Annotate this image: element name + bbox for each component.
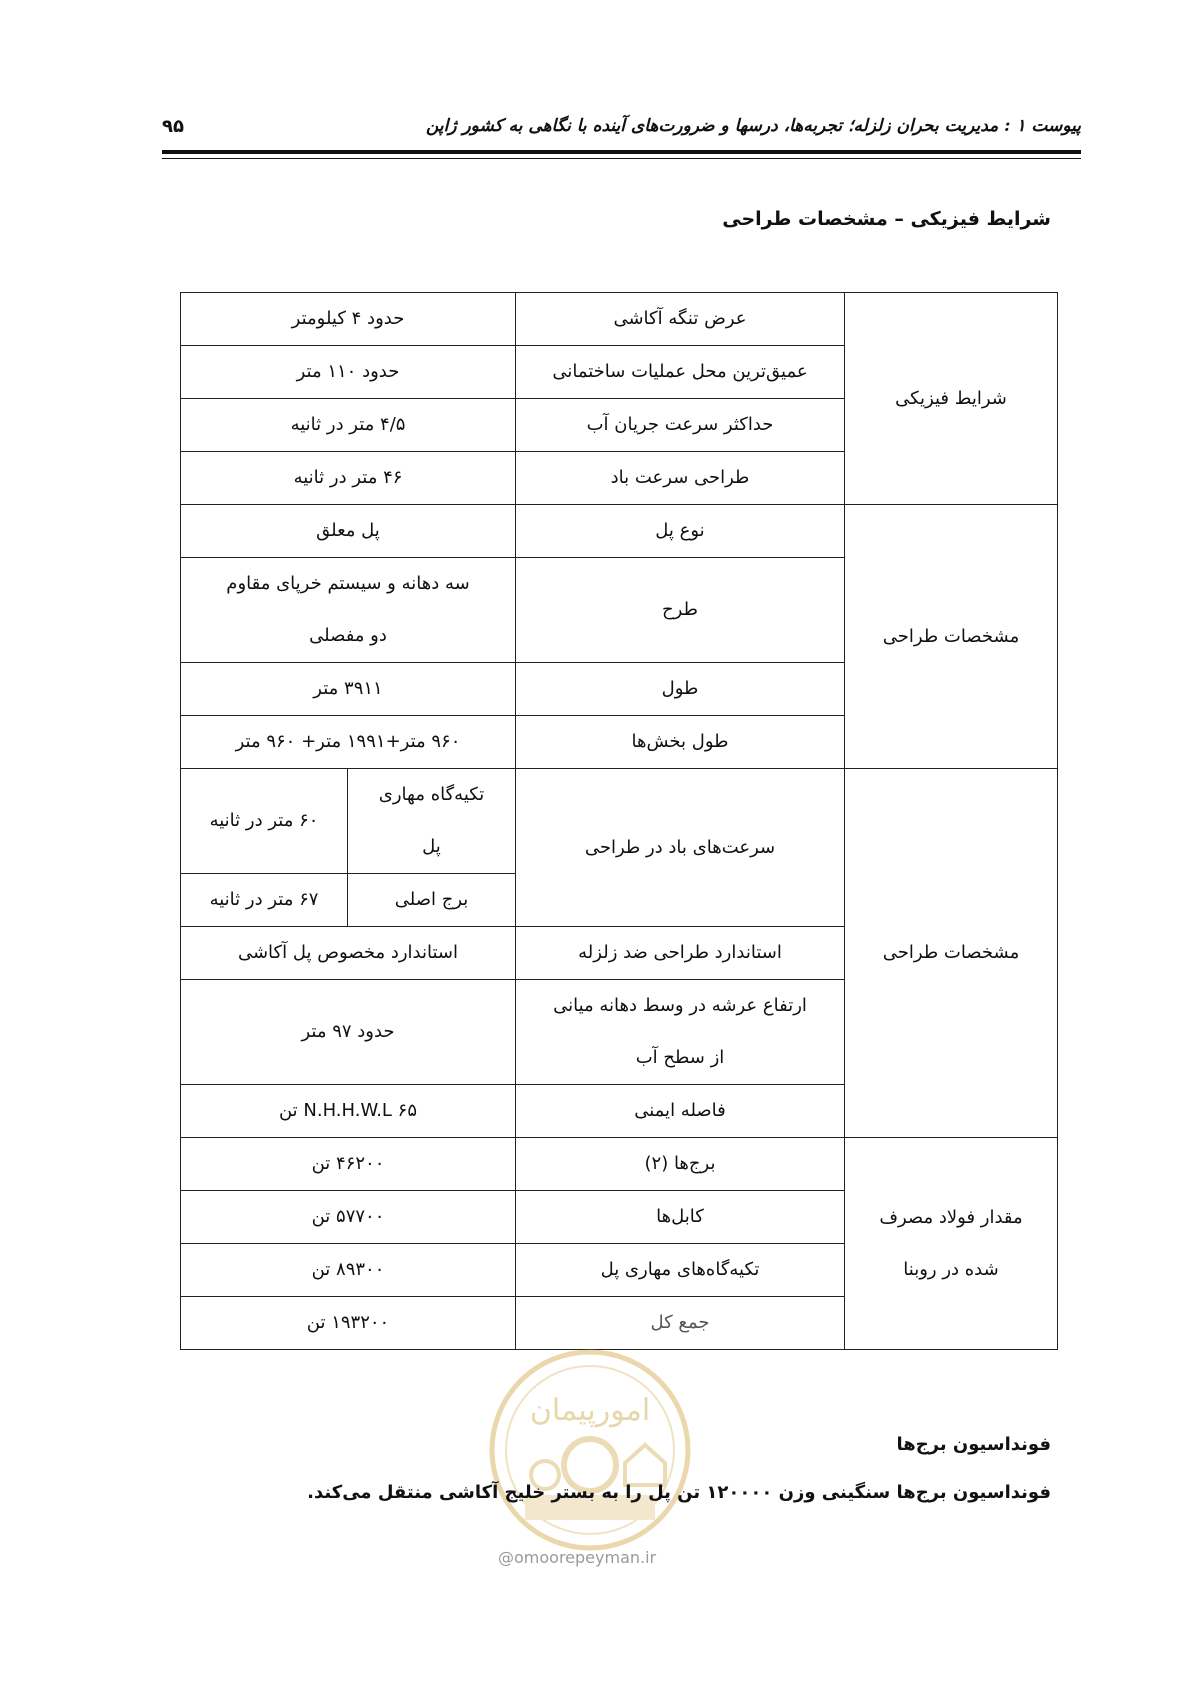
group-cell: مشخصات طراحی [845, 505, 1058, 769]
item-cell: طول [516, 663, 845, 716]
item-cell: طول بخش‌ها [516, 716, 845, 769]
group-cell: مشخصات طراحی [845, 769, 1058, 1138]
table-row [181, 769, 1058, 874]
page-header [162, 116, 1081, 146]
item-cell: طرح [516, 558, 845, 663]
section-title: شرایط فیزیکی – مشخصات طراحی [722, 208, 1051, 230]
sub-value-cell: ۶۷ متر در ثانیه [181, 874, 348, 927]
sub-label-cell: برج اصلی [348, 874, 516, 927]
table-row [181, 505, 1058, 558]
value-cell: حدود ۹۷ متر [181, 980, 516, 1085]
value-cell: ۴۶۲۰۰ تن [181, 1138, 516, 1191]
specifications-table [180, 292, 1058, 1350]
item-cell: کابل‌ها [516, 1191, 845, 1244]
item-cell: جمع کل [516, 1297, 845, 1350]
watermark-site: @omoorepeyman.ir [498, 1548, 657, 1567]
value-cell: ۵۷۷۰۰ تن [181, 1191, 516, 1244]
item-cell: فاصله ایمنی [516, 1085, 845, 1138]
header-rule-thin [162, 158, 1081, 159]
sub-label-cell: تکیه‌گاه مهاری پل [348, 769, 516, 874]
group-cell: مقدار فولاد مصرف شده در روبنا [845, 1138, 1058, 1350]
item-cell: عرض تنگه آکاشی [516, 293, 845, 346]
value-cell: حدود ۱۱۰ متر [181, 346, 516, 399]
value-cell: سه دهانه و سیستم خرپای مقاوم دو مفصلی [181, 558, 516, 663]
sub-value-cell: ۶۰ متر در ثانیه [181, 769, 348, 874]
value-cell: N.H.H.W.L ۶۵ تن [181, 1085, 516, 1138]
value-cell: ۹۶۰ متر+۱۹۹۱ متر+ ۹۶۰ متر [181, 716, 516, 769]
subheading: فونداسیون برج‌ها [896, 1434, 1051, 1455]
value-cell: ۸۹۳۰۰ تن [181, 1244, 516, 1297]
running-title: پیوست ۱ : مدیریت بحران زلزله؛ تجربه‌ها، درسها و ضرورت‌های آینده با نگاهی به کشور ژاپن [425, 116, 1081, 136]
item-cell: ارتفاع عرشه در وسط دهانه میانی از سطح آب [516, 980, 845, 1085]
body-paragraph: فونداسیون برج‌ها سنگینی وزن ۱۲۰۰۰۰ تن پل را به بستر خلیج آکاشی منتقل می‌کند. [307, 1482, 1051, 1503]
value-cell: ۴۶ متر در ثانیه [181, 452, 516, 505]
item-cell: تکیه‌گاه‌های مهاری پل [516, 1244, 845, 1297]
value-cell: استاندارد مخصوص پل آکاشی [181, 927, 516, 980]
header-rule [162, 150, 1081, 154]
group-cell: شرایط فیزیکی [845, 293, 1058, 505]
table-row [181, 293, 1058, 346]
value-cell: پل معلق [181, 505, 516, 558]
item-cell: عمیق‌ترین محل عملیات ساختمانی [516, 346, 845, 399]
value-cell: ۴/۵ متر در ثانیه [181, 399, 516, 452]
item-cell: حداکثر سرعت جریان آب [516, 399, 845, 452]
table-row [181, 1138, 1058, 1191]
item-cell: طراحی سرعت باد [516, 452, 845, 505]
item-cell: برج‌ها (۲) [516, 1138, 845, 1191]
value-cell: حدود ۴ کیلومتر [181, 293, 516, 346]
page-number: ۹۵ [162, 116, 184, 137]
item-cell: سرعت‌های باد در طراحی [516, 769, 845, 927]
watermark-arc-text: امورپیمان [529, 1393, 651, 1428]
value-cell: ۳۹۱۱ متر [181, 663, 516, 716]
watermark-logo [485, 1345, 695, 1555]
item-cell: استاندارد طراحی ضد زلزله [516, 927, 845, 980]
value-cell: ۱۹۳۲۰۰ تن [181, 1297, 516, 1350]
item-cell: نوع پل [516, 505, 845, 558]
